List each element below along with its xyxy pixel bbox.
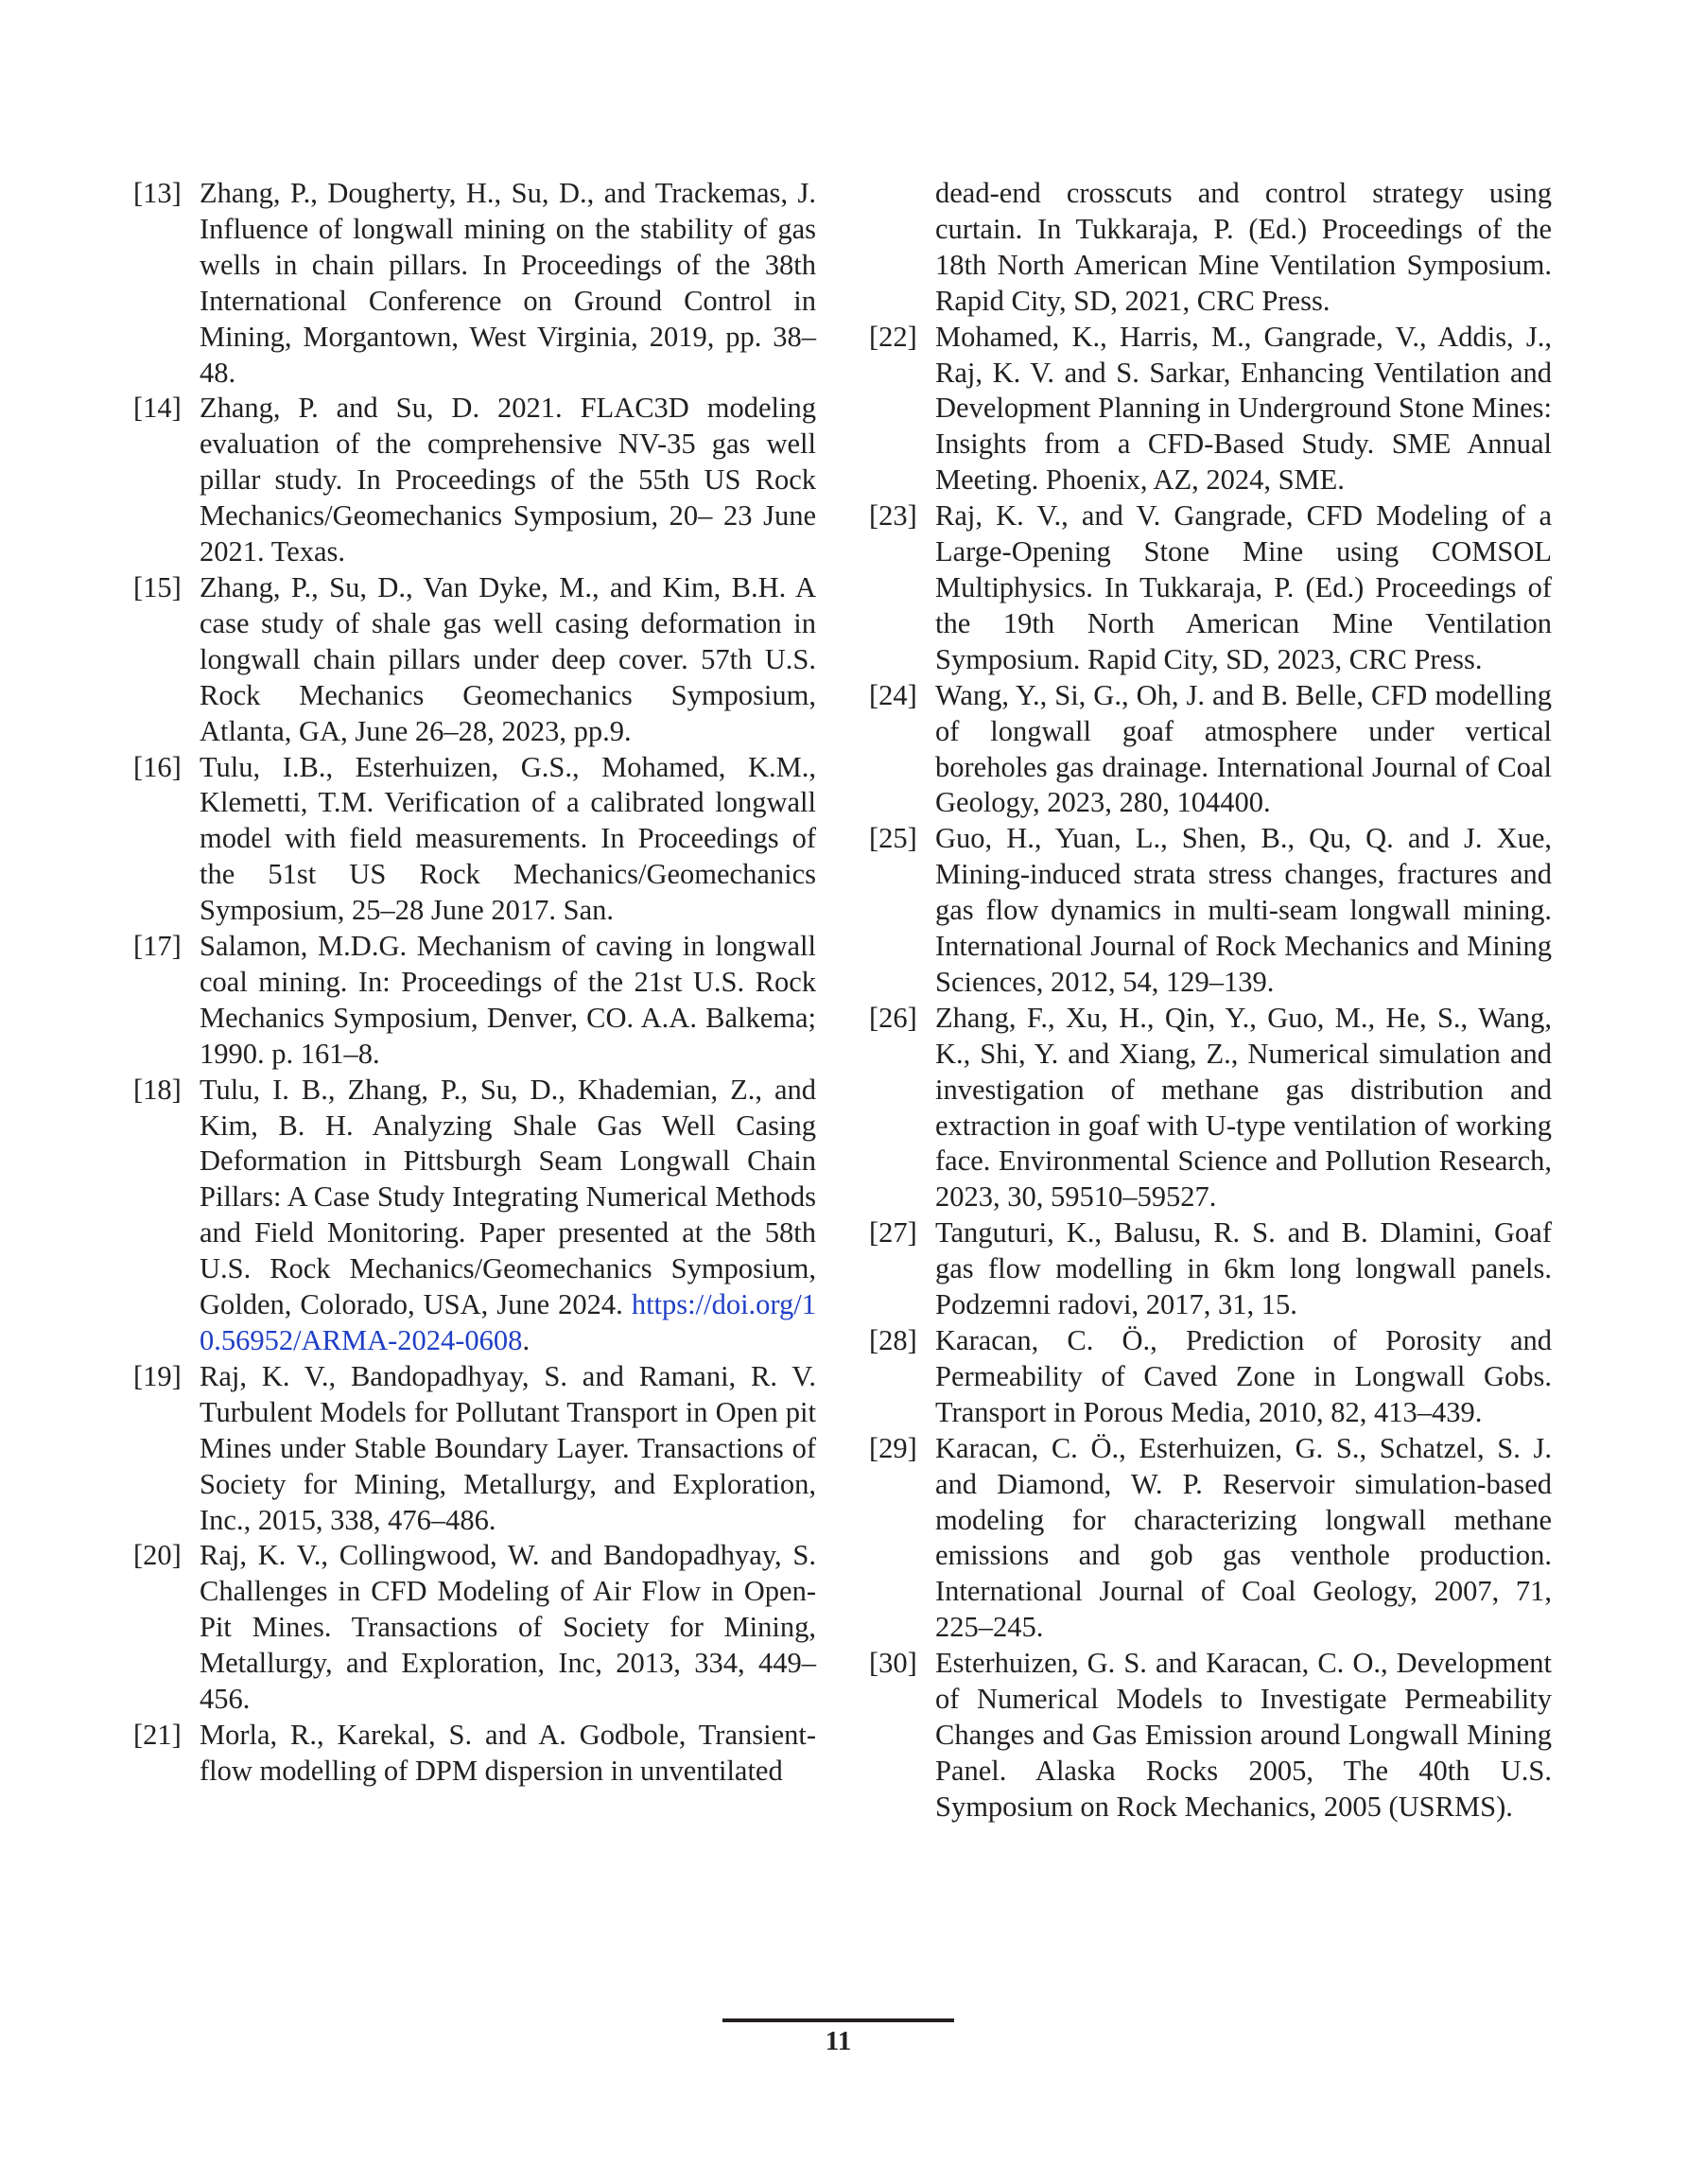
reference-item	[869, 1001, 1552, 1215]
reference-text: dead-end crosscuts and control strategy using curtain. In Tukkaraja, P. (Ed.) Proceedings of the 18th North American Mine Ventilation Symposium. Rapid City, SD, 2021, CRC Press.	[935, 177, 1552, 317]
reference-text: Esterhuizen, G. S. and Karacan, C. O., Development of Numerical Models to Investigate Permeability Changes and Gas Emission around Longwall Mining Panel. Alaska Rocks 2005, The 40th U.S. Symposium on Rock Mechanics, 2005 (USRMS).	[935, 1647, 1552, 1823]
references-column-right	[869, 176, 1552, 1826]
reference-item	[133, 750, 816, 930]
reference-text: Tulu, I.B., Esterhuizen, G.S., Mohamed, K.M., Klemetti, T.M. Verification of a calibrated longwall model with field measurements. In Proceedings of the 51st US Rock Mechanics/Geomechanics Symposium, 25–28 June 2017. San.	[200, 750, 816, 927]
reference-text: Zhang, P., Dougherty, H., Su, D., and Trackemas, J. Influence of longwall mining on the stability of gas wells in chain pillars. In Proceedings of the 38th International Conference on Ground Control in Mining, Morgantown, West Virginia, 2019, pp. 38–48.	[200, 177, 816, 389]
reference-text: Guo, H., Yuan, L., Shen, B., Qu, Q. and J. Xue, Mining-induced strata stress changes, fractures and gas flow dynamics in multi-seam longwall mining. International Journal of Rock Mechanics and Mining Sciences, 2012, 54, 129–139.	[935, 822, 1552, 998]
reference-text: Tulu, I. B., Zhang, P., Su, D., Khademian, Z., and Kim, B. H. Analyzing Shale Gas Well Casing Deformation in Pittsburgh Seam Longwall Chain Pillars: A Case Study Integrating Numerical Methods and Field Monitoring. Paper presented at the 58th U.S. Rock Mechanics/Geomechanics Symposium, Golden, Colorado, USA, June 2024.	[200, 1073, 816, 1321]
reference-item	[133, 1073, 816, 1359]
reference-text: Raj, K. V., Bandopadhyay, S. and Ramani, R. V. Turbulent Models for Pollutant Transport in Open pit Mines under Stable Boundary Layer. Transactions of Society for Mining, Metallurgy, and Exploration, Inc., 2015, 338, 476–486.	[200, 1359, 816, 1536]
reference-text: Karacan, C. Ö., Prediction of Porosity and Permeability of Caved Zone in Longwall Gobs. Transport in Porous Media, 2010, 82, 413–439.	[935, 1324, 1552, 1428]
reference-number: [19]	[133, 1359, 182, 1392]
footer-rule	[722, 2018, 954, 2022]
reference-number: [25]	[869, 822, 917, 855]
reference-number: [28]	[869, 1324, 917, 1356]
reference-continuation	[869, 176, 1552, 320]
reference-text: Salamon, M.D.G. Mechanism of caving in longwall coal mining. In: Proceedings of the 21st U.S. Rock Mechanics Symposium, Denver, CO. A.A. Balkema; 1990. p. 161–8.	[200, 930, 816, 1070]
reference-item	[869, 678, 1552, 822]
reference-text: Wang, Y., Si, G., Oh, J. and B. Belle, CFD modelling of longwall goaf atmosphere under vertical boreholes gas drainage. International Journal of Coal Geology, 2023, 280, 104400.	[935, 678, 1552, 819]
reference-number: [22]	[869, 320, 917, 353]
reference-item	[869, 498, 1552, 678]
reference-text-with-link	[200, 1073, 816, 1359]
reference-text: Zhang, P., Su, D., Van Dyke, M., and Kim, B.H. A case study of shale gas well casing deformation in longwall chain pillars under deep cover. 57th U.S. Rock Mechanics Geomechanics Symposium, Atlanta, GA, June 26–28, 2023, pp.9.	[200, 570, 816, 747]
reference-number: [17]	[133, 930, 182, 963]
reference-item	[133, 1538, 816, 1718]
reference-item	[869, 1431, 1552, 1646]
doi-link[interactable]: https://doi.org/10.56952/ARMA-2024-0608	[200, 1288, 816, 1356]
reference-number: [26]	[869, 1001, 917, 1034]
reference-text: Raj, K. V., and V. Gangrade, CFD Modeling of a Large-Opening Stone Mine using COMSOL Multiphysics. In Tukkaraja, P. (Ed.) Proceedings of the 19th North American Mine Ventilation Symposium. Rapid City, SD, 2023, CRC Press.	[935, 499, 1552, 675]
reference-number: [13]	[133, 177, 182, 209]
reference-text: Zhang, F., Xu, H., Qin, Y., Guo, M., He, S., Wang, K., Shi, Y. and Xiang, Z., Numerical simulation and investigation of methane gas distribution and extraction in goaf with U-type ventilation of working face. Environmental Science and Pollution Research, 2023, 30, 59510–59527.	[935, 1001, 1552, 1214]
reference-number: [27]	[869, 1216, 917, 1249]
reference-item	[133, 929, 816, 1073]
reference-item	[869, 1646, 1552, 1826]
reference-number: [24]	[869, 678, 917, 711]
page-number: 11	[825, 2026, 852, 2056]
reference-text: Karacan, C. Ö., Esterhuizen, G. S., Schatzel, S. J. and Diamond, W. P. Reservoir simulation-based modeling for characterizing longwall methane emissions and gob gas venthole production. International Journal of Coal Geology, 2007, 71, 225–245.	[935, 1431, 1552, 1644]
reference-number: [16]	[133, 750, 182, 783]
reference-number: [21]	[133, 1718, 182, 1751]
reference-item	[133, 570, 816, 750]
reference-number: [14]	[133, 392, 182, 425]
reference-text: Tanguturi, K., Balusu, R. S. and B. Dlamini, Goaf gas flow modelling in 6km long longwall panels. Podzemni radovi, 2017, 31, 15.	[935, 1216, 1552, 1321]
reference-number: [15]	[133, 570, 182, 603]
reference-item	[133, 1718, 816, 1790]
reference-trailing-period: .	[522, 1324, 530, 1356]
reference-text: Raj, K. V., Collingwood, W. and Bandopadhyay, S. Challenges in CFD Modeling of Air Flow in Open-Pit Mines. Transactions of Society for Mining, Metallurgy, and Exploration, Inc, 2013, 334, 449–456.	[200, 1539, 816, 1716]
reference-number: [18]	[133, 1073, 182, 1106]
reference-item	[869, 1215, 1552, 1323]
reference-item	[869, 320, 1552, 499]
reference-number: [20]	[133, 1539, 182, 1572]
reference-text: Mohamed, K., Harris, M., Gangrade, V., Addis, J., Raj, K. V. and S. Sarkar, Enhancing Ventilation and Development Planning in Underground Stone Mines: Insights from a CFD-Based Study. SME Annual Meeting. Phoenix, AZ, 2024, SME.	[935, 320, 1552, 497]
reference-item	[869, 1323, 1552, 1431]
reference-number: [29]	[869, 1431, 917, 1464]
reference-item	[133, 176, 816, 391]
reference-item	[133, 391, 816, 570]
reference-number: [23]	[869, 499, 917, 533]
reference-item	[869, 821, 1552, 1001]
reference-number: [30]	[869, 1647, 917, 1680]
reference-text: Zhang, P. and Su, D. 2021. FLAC3D modeling evaluation of the comprehensive NV-35 gas well pillar study. In Proceedings of the 55th US Rock Mechanics/Geomechanics Symposium, 20– 23 June 2021. Texas.	[200, 392, 816, 568]
reference-item	[133, 1359, 816, 1539]
references-column-left	[133, 176, 816, 1790]
reference-text: Morla, R., Karekal, S. and A. Godbole, Transient-flow modelling of DPM dispersion in unventilated	[200, 1718, 816, 1787]
